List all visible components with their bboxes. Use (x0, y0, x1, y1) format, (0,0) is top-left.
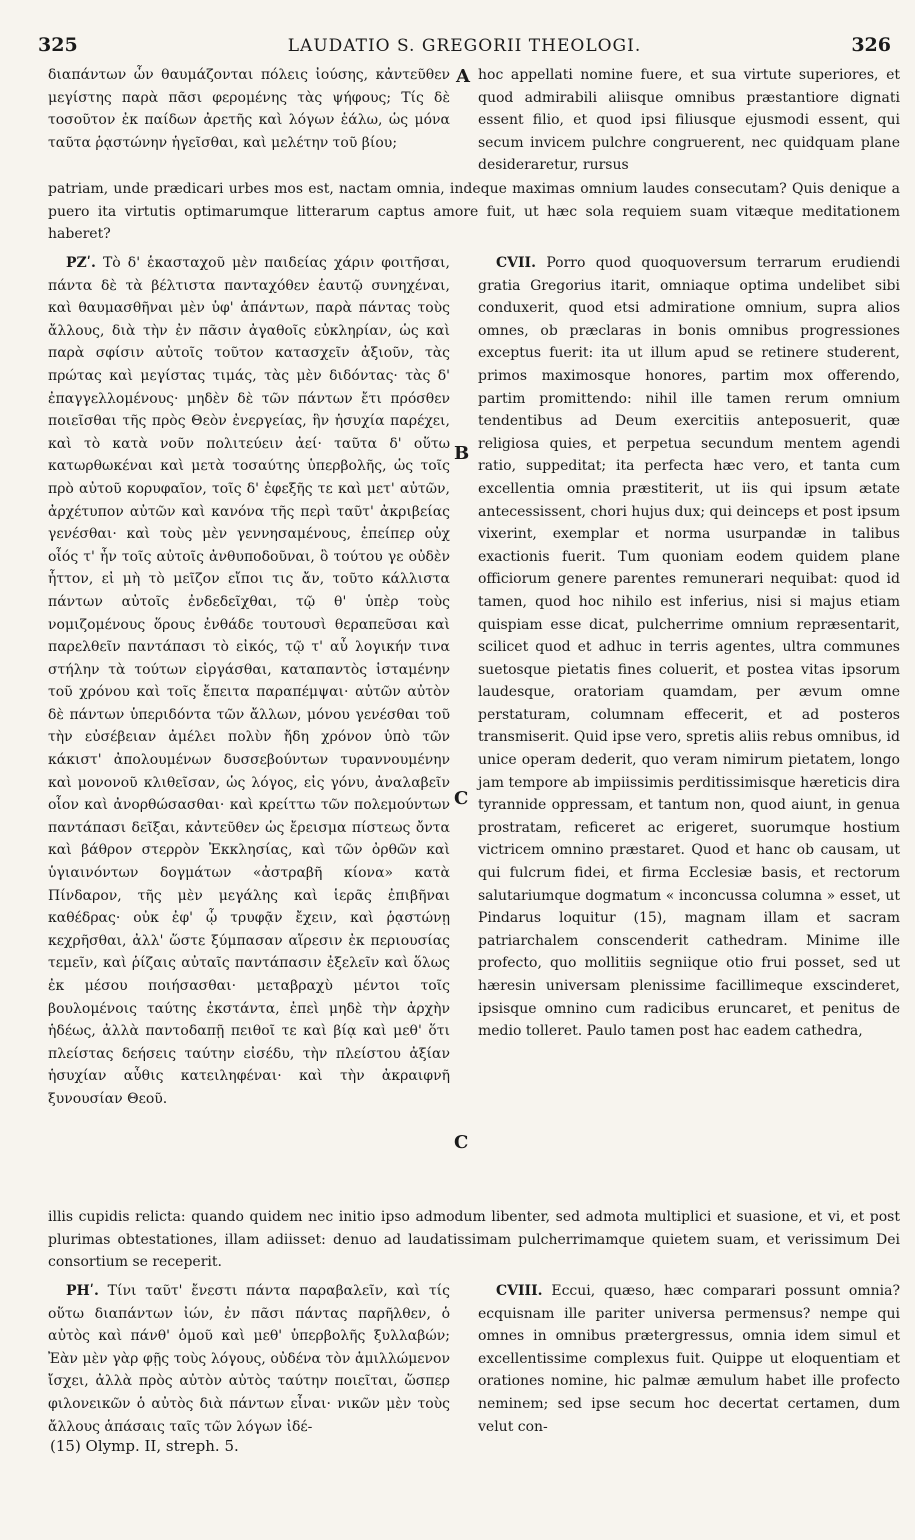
margin-letter-c-lower: C (454, 1132, 469, 1153)
section-number-greek: ΡΖʹ. (66, 255, 96, 271)
section-number-latin: CVII. (496, 255, 536, 271)
greek-column-block-3 (48, 1280, 450, 1435)
margin-letter-a: A (456, 66, 470, 87)
section-number-greek: ΡΗʹ. (66, 1283, 99, 1299)
latin-column-block-3 (478, 1280, 900, 1435)
greek-paragraph (48, 252, 450, 1111)
greek-section-text: Τίνι ταῦτ' ἔνεστι πάντα παραβαλεῖν, καὶ τίς οὕτω διαπάντων ἰών, ἐν πᾶσι πάντας παρῆλθεν, ὁ αὐτὸς καὶ πάνθ' ὁμοῦ καὶ μεθ' ὑπερβολῆς ξυλλαβών; Ἐὰν μὲν γὰρ φῇς τοὺς λόγους, οὐδένα τὸν ἁμιλλώμενον ἴσχει, ἀλλὰ πρὸς αὐτὸν αὐτὸς ταύτην ποιεῖται, ὥσπερ φιλονεικῶν ὁ αὐτὸς διὰ πάντων εἶναι· νικῶν μὲν τοὺς ἄλλους ἁπάσαις ταῖς τῶν λόγων ἰδέ- (48, 1283, 450, 1435)
full-width-block-2 (48, 1206, 900, 1276)
margin-letter-c: C (454, 788, 469, 809)
full-width-block-1 (48, 178, 900, 248)
margin-letter-b: B (454, 443, 470, 464)
latin-paragraph: hoc appellati nomine fuere, et sua virtute superiores, et quod admirabili aliisque omnibus præstantiore dignati essent filio, et quod ipsi filiusque ejusmodi essent, qui secum invicem pulchre congruerent, nec quidquam plane desideraretur, rursus (478, 67, 900, 174)
latin-column-block-2 (478, 252, 900, 1206)
page-number-left: 325 (38, 34, 78, 56)
section-number-latin: CVIII. (496, 1283, 543, 1299)
latin-paragraph (478, 1280, 900, 1438)
latin-paragraph-full: illis cupidis relicta: quando quidem nec initio ipso admodum libenter, sed admota multiplici et suasione, et vi, et post plurimas obtestationes, illam adiisset: denuo ad laudatissimam pulcherrimamque quietem suam, et verissimum Dei consortium se receperit. (48, 1209, 900, 1271)
greek-paragraph (48, 1280, 450, 1438)
latin-section-text: Eccui, quæso, hæc comparari possunt omnia? ecquisnam ille pariter universa permensus? nempe qui omnes in omnibus prætergressus, omnia idem simul et excellentissime complexus fuit. Quippe ut eloquentiam et orationes nomine, hic palmæ æmulum habet ille profecto neminem; sed ipse secum hoc decertat certamen, dum velut con- (478, 1283, 900, 1435)
footnote: (15) Olymp. II, streph. 5. (50, 1437, 239, 1455)
greek-paragraph: διαπάντων ὧν θαυμάζονται πόλεις ἰούσης, κἀντεῦθεν μεγίστης παρὰ πᾶσι φερομένης τὰς ψήφους; Τίς δὲ τοσοῦτον ἐκ παίδων ἀρετῆς καὶ λόγων ἑάλω, ὡς μόνα ταῦτα ῥᾳστώνην ἡγεῖσθαι, καὶ μελέτην τοῦ βίου; (48, 67, 450, 151)
greek-section-text: Τὸ δ' ἑκασταχοῦ μὲν παιδείας χάριν φοιτῆσαι, πάντα δὲ τὰ βέλτιστα πανταχόθεν ἑαυτῷ συνηχέναι, καὶ θαυμασθῆναι μὲν ὑφ' ἁπάντων, παρὰ πάντας τοὺς ἄλλους, διὰ τὴν ἐν πᾶσιν ἀγαθοῖς εὐκληρίαν, ὡς καὶ παρὰ σφίσιν αὐτοῖς τοῦτον κατασχεῖν ἀξιοῦν, τὰς πρώτας καὶ μεγίστας τιμάς, τὰς μὲν διδόντας· τὰς δ' ἐπαγγελλομένους· μηδὲν δὲ τῶν πάντων ἔτι πρόσθεν ποιεῖσθαι τῆς πρὸς Θεὸν ἐνεργείας, ἣν ἡσυχία παρέχει, καὶ τὸ κατὰ νοῦν πολιτεύειν ἀεί· ταῦτα δ' οὕτω κατωρθωκέναι καὶ μετὰ τοσαύτης ὑπερβολῆς, ὡς τοῖς πρὸ αὐτοῦ κορυφαῖον, τοῖς δ' ἐφεξῆς τε καὶ μετ' αὐτῶν, ἀρχέτυπον αὐτῶν καὶ κανόνα τῆς περὶ ταῦτ' ἀκριβείας γενέσθαι· καὶ τοὺς μὲν γεννησαμένους, ἐπείπερ οὐχ οἷός τ' ἦν τοῖς αὐτοῖς ἀνθυποδοῦναι, ὃ τούτου γε οὐδὲν ἧττον, εἰ μὴ τὸ μεῖζον εἴποι τις ἄν, τοῦτο κάλλιστα πάντων αὐτοῖς ἐνδεδεῖχθαι, τῷ θ' ὑπὲρ τοὺς νομιζομένους ὅρους ἐνθάδε τουτουσὶ θεραπεῦσαι καὶ παρελθεῖν παντάπασι τὸ εἰκός, τῷ τ' αὖ λογικήν τινα στήλην τὰ τούτων εἰργάσθαι, καταπαντὸς ἱσταμένην τοῦ χρόνου καὶ τοῖς ἔπειτα παραπέμψαι· αὐτῶν αὐτὸν δὲ πάντων ὑπεριδόντα τῶν ἄλλων, μόνου γενέσθαι τοῦ τὴν εὐσέβειαν ἀμέλει πολὺν ἤδη χρόνον ὑπὸ τῶν κάκιστ' ἀπολουμένων δυσσεβούντων τυραννουμένην καὶ μονονοῦ κλιθεῖσαν, ὡς λόγος, εἰς γόνυ, ἀναλαβεῖν οἷον καὶ ἀνορθώσασθαι· καὶ κρείττω τῶν πολεμούντων παντάπασι δεῖξαι, κἀντεῦθεν ὡς ἔρεισμα πίστεως ὄντα καὶ βάθρον στερρὸν Ἐκκλησίας, καὶ τῶν ὀρθῶν καὶ ὑγιαινόντων δογμάτων «ἀστραβῆ κίονα» κατὰ Πίνδαρον, τῆς μὲν μεγάλης καὶ ἱερᾶς ἐπιβῆναι καθέδρας· οὐκ ἐφ' ᾧ τρυφᾷν ἔχειν, καὶ ῥᾳστώνῃ κεχρῆσθαι, ἀλλ' ὥστε ξύμπασαν αἵρεσιν ἐκ περιουσίας τεμεῖν, καὶ ῥίζαις αὐταῖς παντάπασιν ἐξελεῖν καὶ ὅλως ἐκ μέσου ποιήσασθαι· μεταβραχὺ μέντοι τοῖς βουλομένοις ταύτης ἐκστάντα, ἐπεὶ μηδὲ τὴν ἀρχὴν ἡδέως, ἀλλὰ παντοδαπῇ πειθοῖ τε καὶ βίᾳ καὶ μεθ' ὅτι πλείστας δεήσεις ταύτην εἰσέδυ, τὴν πλείστου ἀξίαν ἡσυχίαν αὖθις κατειληφέναι· καὶ τὴν ἀκραιφνῆ ξυνουσίαν Θεοῦ. (48, 255, 450, 1107)
page-header (38, 34, 891, 58)
latin-column-block-1 (478, 64, 900, 180)
page-number-right: 326 (851, 34, 891, 56)
latin-paragraph-full: patriam, unde prædicari urbes mos est, nactam omnia, indeque maximas omnium laudes consecutam? Quis denique a puero ita virtutis optimarumque litterarum captus amore fuit, ut hæc sola requiem suam vitæque meditationem haberet? (48, 181, 900, 243)
running-title: LAUDATIO S. GREGORII THEOLOGI. (287, 36, 642, 56)
greek-column-block-2 (48, 252, 450, 1206)
latin-paragraph (478, 252, 900, 1043)
greek-column-block-1 (48, 64, 450, 180)
latin-section-text: Porro quod quoquoversum terrarum erudiendi gratia Gregorius itarit, omniaque optima undelibet sibi conduxerit, quod etsi admiratione omnium, supra alios omnes, ob præclaras in bonis omnibus progressiones exceptus fuerit: ita ut illum apud se retinere studerent, primos maximosque honores, partim mox offerendo, partim promittendo: nihil ille tamen rerum omnium tendentibus ad Deum exercitiis anteposuerit, quæ religiosa quies, et perpetua secundum mentem agendi ratio, suppeditat; ita perfecta hæc vero, et tanta cum excellentia omnia præstiterit, ut iis qui ipsum ætate antecessissent, chori hujus dux; qui deinceps et post ipsum vixerint, exemplar et norma usurpandæ in talibus exactionis fuerit. Tum quoniam eodem quidem plane officiorum genere parentes remunerari nequibat: quod id tamen, quod hoc nihilo est inferius, nisi si majus etiam quispiam esse dicat, pulcherrime omnium repræsentarit, scilicet quod et adhuc in terris agentes, ultra communes suetosque pietatis fines coluerit, et postea vitas ipsorum laudesque, oratoriam quamdam, per ævum omne perstaturam, columnam effecerit, et ad posteros transmiserit. Quid ipse vero, spretis aliis rebus omnibus, id unice operam dederit, quo veram nimirum pietatem, longo jam tempore ab impiissimis perditissimisque hæreticis dira tyrannide oppressam, et tantum non, quod aiunt, in genua prostratam, reficeret ac erigeret, suorumque hostium victricem omnino præstaret. Quod et hanc ob causam, ut qui fulcrum fidei, et firma Ecclesiæ basis, et rectorum salutariumque dogmatum « inconcussa columna » esset, ut Pindarus loquitur (15), magnam illam et sacram patriarchalem conscenderit cathedram. Minime ille profecto, quo mollitiis segniique otio frui posset, sed ut hæresin universam plenissime facillimeque exscinderet, ipsisque omnino cum radicibus eruncaret, et penitus de medio tolleret. Paulo tamen post hac eadem cathedra, (478, 255, 901, 1040)
